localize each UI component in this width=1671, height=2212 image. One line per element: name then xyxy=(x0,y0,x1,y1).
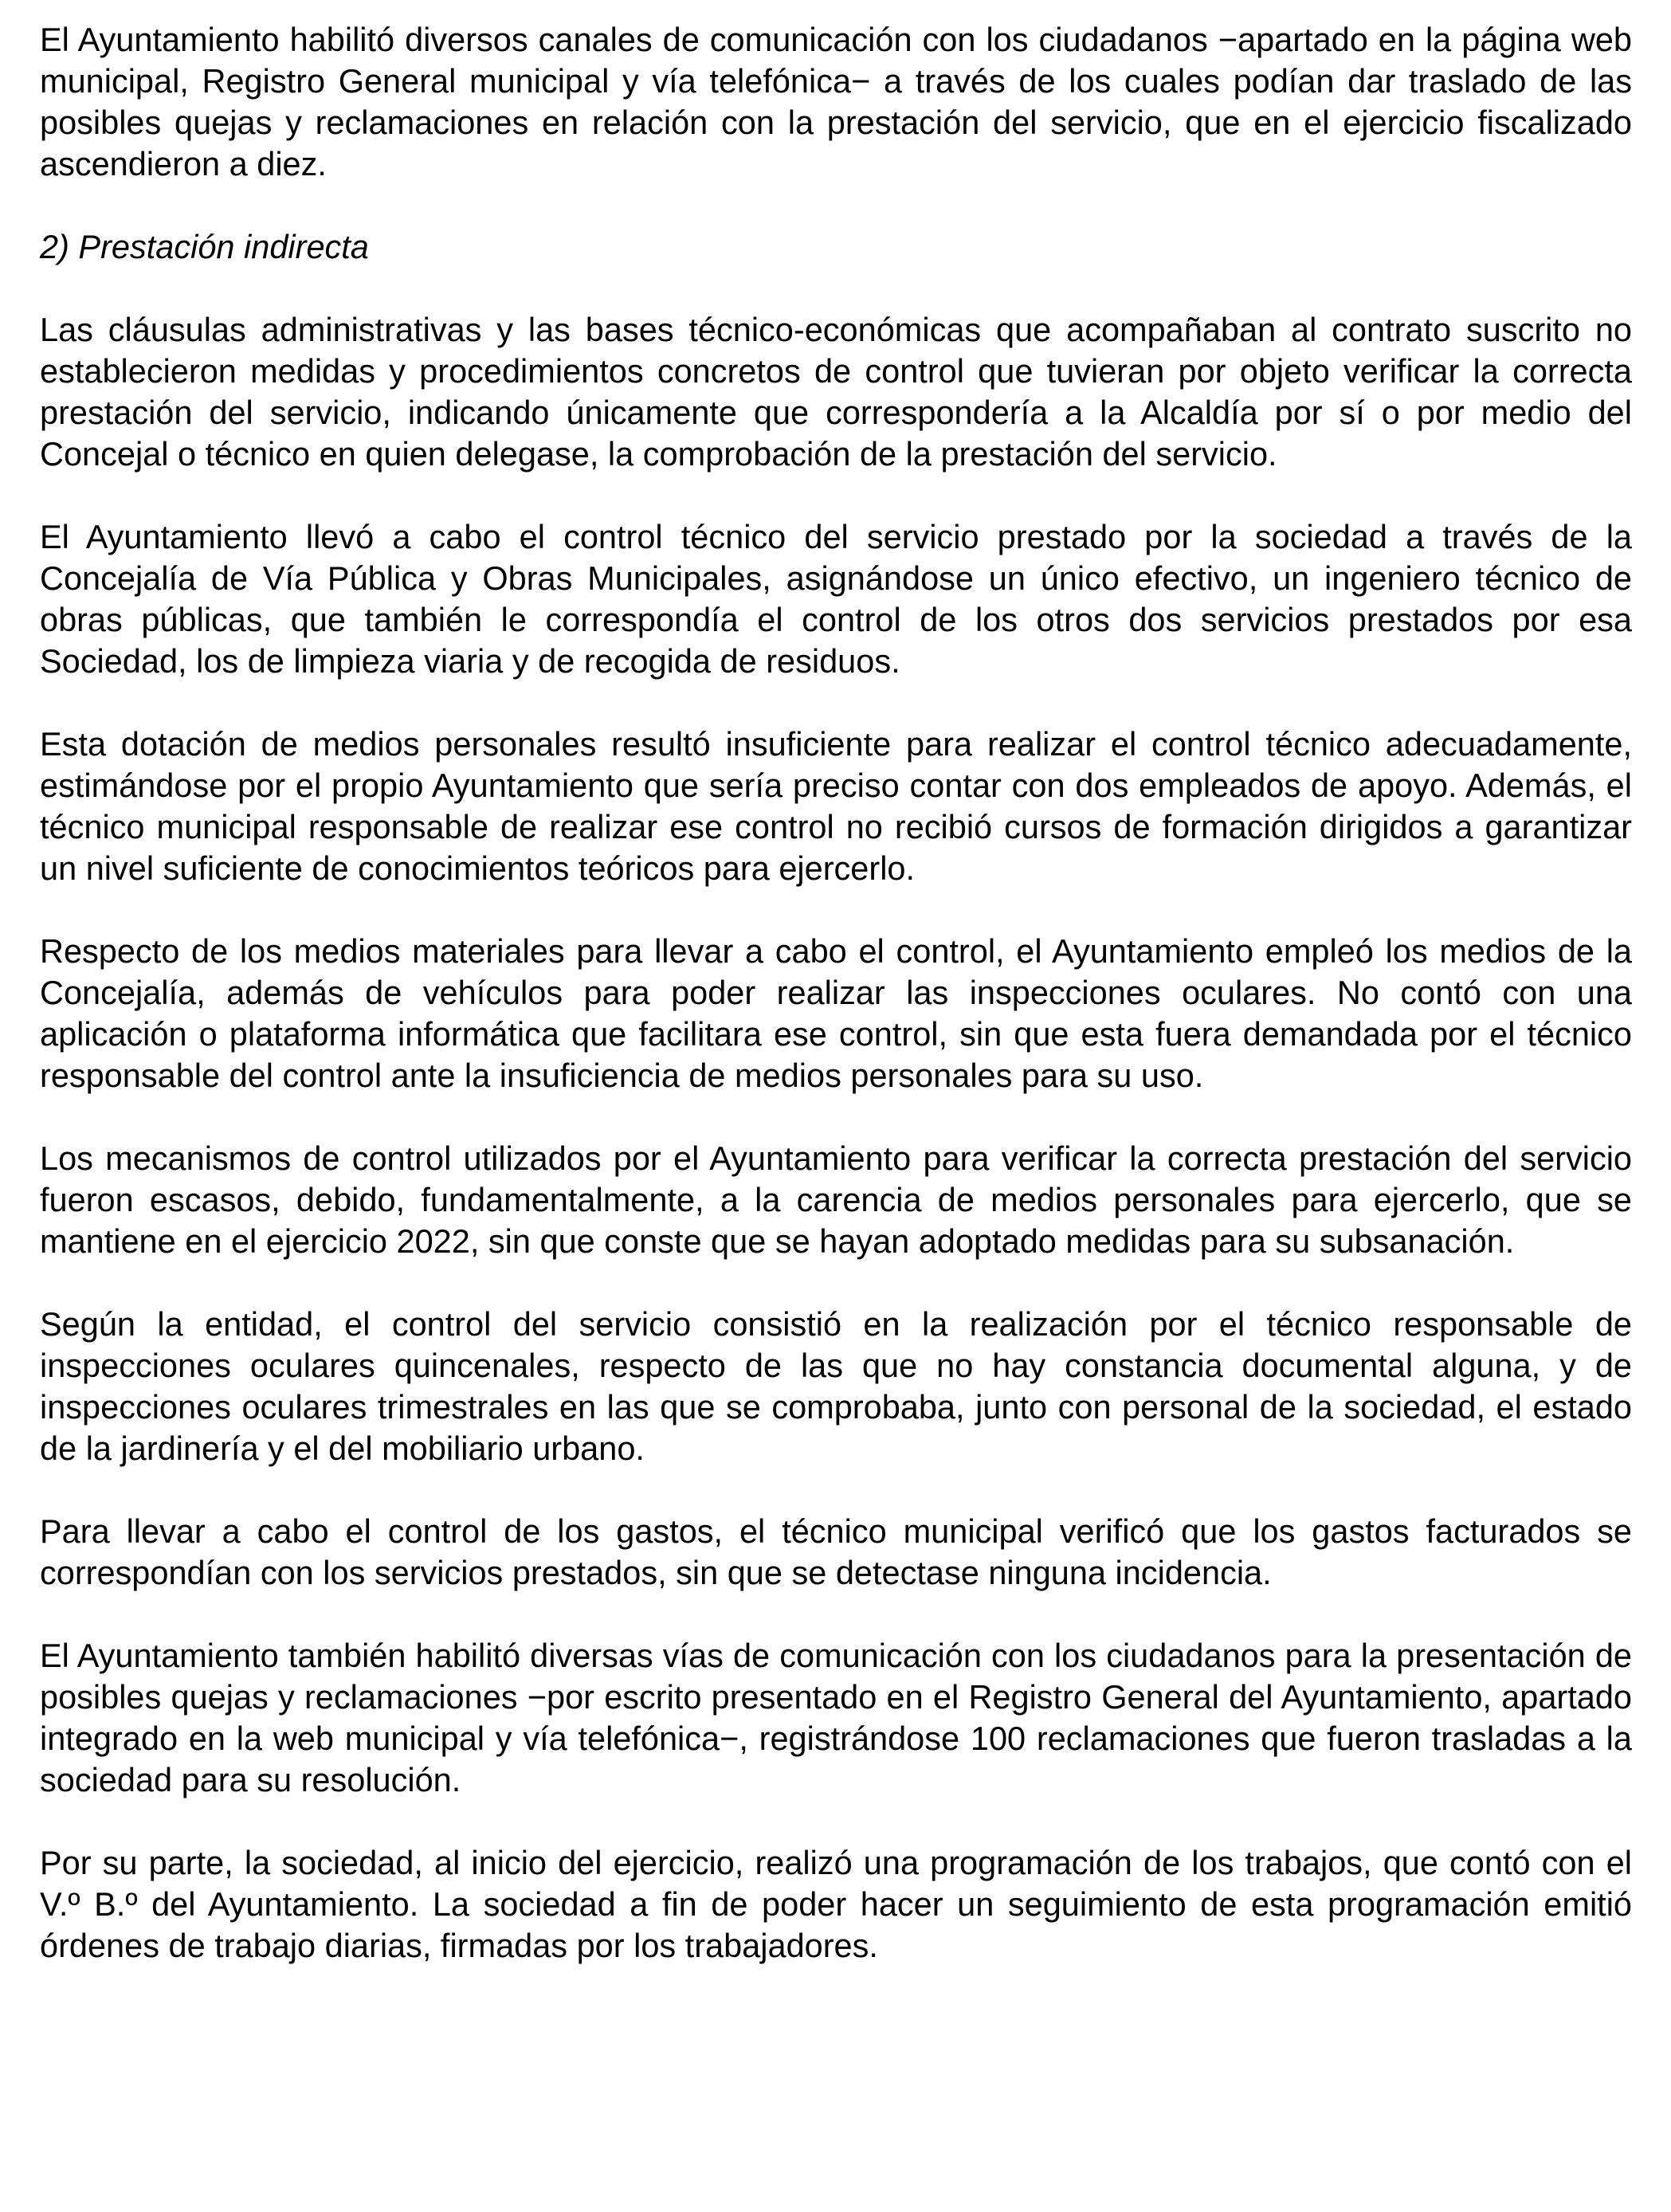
paragraph: Por su parte, la sociedad, al inicio del ejercicio, realizó una programación de los trabajos, que contó con el V.º B.º del Ayuntamiento. La sociedad a fin de poder hacer un seguimiento de esta programación emitió órdenes de trabajo diarias, firmadas por los trabajadores. xyxy=(40,1844,1632,1964)
paragraph: Las cláusulas administrativas y las bases técnico-económicas que acompañaban al contrato suscrito no establecieron medidas y procedimientos concretos de control que tuvieran por objeto verificar la correcta prestación del servicio, indicando únicamente que correspondería a la Alcaldía por sí o por medio del Concejal o técnico en quien delegase, la comprobación de la prestación del servicio. xyxy=(40,311,1632,473)
paragraph: El Ayuntamiento llevó a cabo el control técnico del servicio prestado por la sociedad a través de la Concejalía de Vía Pública y Obras Municipales, asignándose un único efectivo, un ingeniero técnico de obras públicas, que también le correspondía el control de los otros dos servicios prestados por esa Sociedad, los de limpieza viaria y de recogida de residuos. xyxy=(40,518,1632,680)
document-page xyxy=(40,19,1632,1967)
paragraph: Respecto de los medios materiales para llevar a cabo el control, el Ayuntamiento empleó los medios de la Concejalía, además de vehículos para poder realizar las inspecciones oculares. No contó con una aplicación o plataforma informática que facilitara ese control, sin que esta fuera demandada por el técnico responsable del control ante la insuficiencia de medios personales para su uso. xyxy=(40,932,1632,1094)
paragraph: Para llevar a cabo el control de los gastos, el técnico municipal verificó que los gastos facturados se correspondían con los servicios prestados, sin que se detectase ninguna incidencia. xyxy=(40,1512,1632,1591)
section-heading: 2) Prestación indirecta xyxy=(40,228,369,265)
paragraph: Según la entidad, el control del servicio consistió en la realización por el técnico responsable de inspecciones oculares quincenales, respecto de las que no hay constancia documental alguna, y de inspecciones oculares trimestrales en las que se comprobaba, junto con personal de la sociedad, el estado de la jardinería y el del mobiliario urbano. xyxy=(40,1305,1632,1467)
paragraph: Esta dotación de medios personales resultó insuficiente para realizar el control técnico adecuadamente, estimándose por el propio Ayuntamiento que sería preciso contar con dos empleados de apoyo. Además, el técnico municipal responsable de realizar ese control no recibió cursos de formación dirigidos a garantizar un nivel suficiente de conocimientos teóricos para ejercerlo. xyxy=(40,725,1632,887)
paragraph: El Ayuntamiento también habilitó diversas vías de comunicación con los ciudadanos para la presentación de posibles quejas y reclamaciones −por escrito presentado en el Registro General del Ayuntamiento, apartado integrado en la web municipal y vía telefónica−, registrándose 100 reclamaciones que fueron trasladas a la sociedad para su resolución. xyxy=(40,1637,1632,1798)
paragraph: Los mecanismos de control utilizados por el Ayuntamiento para verificar la correcta prestación del servicio fueron escasos, debido, fundamentalmente, a la carencia de medios personales para ejercerlo, que se mantiene en el ejercicio 2022, sin que conste que se hayan adoptado medidas para su subsanación. xyxy=(40,1139,1632,1260)
paragraph-intro: El Ayuntamiento habilitó diversos canales de comunicación con los ciudadanos −apartado en la página web municipal, Registro General municipal y vía telefónica− a través de los cuales podían dar traslado de las posibles quejas y reclamaciones en relación con la prestación del servicio, que en el ejercicio fiscalizado ascendieron a diez. xyxy=(40,21,1632,182)
